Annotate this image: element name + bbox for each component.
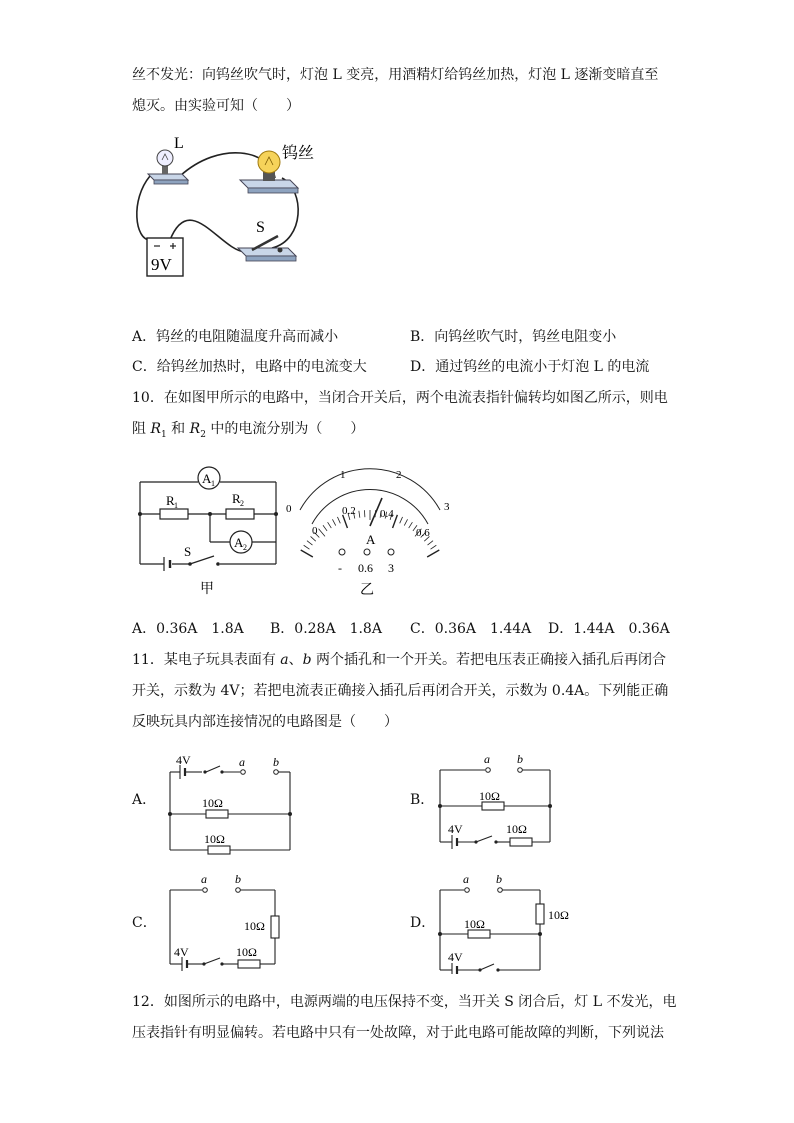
switch-label: S <box>256 219 265 236</box>
b-terminal-a: a <box>484 752 490 766</box>
dial-tick <box>427 550 439 557</box>
q11-option-a-label[interactable]: A． <box>132 792 157 808</box>
tungsten-label: 钨丝 <box>282 145 315 162</box>
a-voltage: 4V <box>176 753 191 767</box>
q10-option-d[interactable]: D．1.44A 0.36A <box>548 621 670 637</box>
terminal-3: 3 <box>388 561 394 575</box>
a2-sub: 2 <box>243 543 247 552</box>
scale-top-0: 0 <box>286 503 292 515</box>
dial-unit: A <box>366 532 376 547</box>
terminal-0-6: 0.6 <box>358 561 373 575</box>
q9-option-b[interactable]: B．向钨丝吹气时，钨丝电阻变小 <box>410 329 617 345</box>
scale-bottom-3: 0.6 <box>416 527 430 539</box>
q11-text-line3: 反映玩具内部连接情况的电路图是（ ） <box>132 714 398 730</box>
q9-option-c[interactable]: C．给钨丝加热时，电路中的电流变大 <box>132 359 367 375</box>
dial-tick <box>337 517 340 523</box>
c-resistor-1: 10Ω <box>244 919 265 933</box>
scale-top-1: 1 <box>340 469 346 481</box>
b-voltage: 4V <box>448 822 463 836</box>
d-terminal-b: b <box>496 872 502 886</box>
b-terminal-b: b <box>517 752 523 766</box>
terminal-minus: - <box>338 561 342 575</box>
q11-circuit-c <box>160 872 290 972</box>
dial-tick <box>409 522 413 528</box>
q11-circuit-d <box>430 872 580 974</box>
d-terminal-a: a <box>463 872 469 886</box>
c-resistor-2: 10Ω <box>236 945 257 959</box>
ammeter-a2-icon <box>230 531 252 553</box>
a1-label: A <box>202 471 212 486</box>
a-resistor-1: 10Ω <box>202 796 223 810</box>
dial-tick <box>400 517 403 523</box>
r1-sub: 1 <box>174 501 178 510</box>
q10-circuit-jia <box>130 460 290 600</box>
caption-yi: 乙 <box>360 583 374 598</box>
caption-jia: 甲 <box>200 582 214 597</box>
q11-option-d-label[interactable]: D． <box>410 915 436 931</box>
r2-sub: 2 <box>240 499 244 508</box>
a-resistor-2: 10Ω <box>204 832 225 846</box>
dial-tick <box>304 545 310 549</box>
dial-tick <box>319 529 325 537</box>
q9-wire-left <box>137 176 150 240</box>
q11-circuit-b <box>430 752 560 852</box>
dial-tick <box>428 541 434 545</box>
dial-tick <box>332 519 335 525</box>
q11-option-c-label[interactable]: C． <box>132 915 157 931</box>
q10-text-line1: 10．在如图甲所示的电路中，当闭合开关后，两个电流表指针偏转均如图乙所示，则电 <box>132 390 668 406</box>
scale-top-2: 2 <box>396 469 402 481</box>
dial-tick <box>323 525 327 531</box>
q10-option-c[interactable]: C．0.36A 1.44A <box>410 621 532 637</box>
q11-option-b-label[interactable]: B． <box>410 792 435 808</box>
a-terminal-a: a <box>239 755 245 769</box>
d-voltage: 4V <box>448 950 463 964</box>
q11-text-line1: 11．某电子玩具表面有 a、b 两个插孔和一个开关。若把电压表正确接入插孔后再闭合 <box>132 652 667 668</box>
d-resistor-2: 10Ω <box>464 917 485 931</box>
q9-option-d[interactable]: D．通过钨丝的电流小于灯泡 L 的电流 <box>410 359 650 375</box>
q9-option-a[interactable]: A．钨丝的电阻随温度升高而减小 <box>132 329 339 345</box>
c-voltage: 4V <box>174 945 189 959</box>
lamp-label: L <box>174 135 184 152</box>
c-terminal-b: b <box>235 872 241 886</box>
switch-s-label: S <box>184 544 192 559</box>
b-resistor-1: 10Ω <box>479 789 500 803</box>
a1-sub: 1 <box>211 479 215 488</box>
a-terminal-b: b <box>273 755 279 769</box>
c-terminal-a: a <box>201 872 207 886</box>
q11-text-line2: 开关，示数为 4V；若把电流表正确接入插孔后再闭合开关，示数为 0.4A。下列能正确 <box>132 683 669 699</box>
b-resistor-2: 10Ω <box>506 822 527 836</box>
dial-tick <box>307 541 313 545</box>
q10-option-a[interactable]: A．0.36A 1.8A <box>132 621 244 637</box>
r2-label: R <box>232 491 241 506</box>
dial-tick <box>404 519 407 525</box>
battery-label: 9V <box>151 255 172 274</box>
a2-label: A <box>234 535 244 550</box>
q9-circuit-figure <box>130 130 330 280</box>
q12-text-line2: 压表指针有明显偏转。若电路中只有一处故障，对于此电路可能故障的判断，下列说法 <box>132 1025 664 1041</box>
q11-circuit-a <box>160 752 300 857</box>
dial-tick <box>301 550 313 557</box>
q10-ammeter-dial <box>282 462 462 602</box>
q10-text-line2: 阻 $R_1$ 和 $R_2$ 中的电流分别为（ ） <box>132 421 365 440</box>
scale-bottom-2: 0.4 <box>380 508 394 520</box>
scale-bottom-0: 0 <box>312 525 318 537</box>
q10-option-b[interactable]: B．0.28A 1.8A <box>270 621 382 637</box>
q9-text-line2: 熄灭。由实验可知（ ） <box>132 98 300 114</box>
dial-tick <box>431 545 437 549</box>
scale-bottom-1: 0.2 <box>342 505 356 517</box>
dial-tick <box>359 511 360 518</box>
ammeter-a1-icon <box>198 467 220 489</box>
scale-top-3: 3 <box>444 501 450 513</box>
dial-tick <box>328 522 332 528</box>
q12-text-line1: 12．如图所示的电路中，电源两端的电压保持不变，当开关 S 闭合后，灯 L 不发光，电 <box>132 994 677 1010</box>
dial-tick <box>311 536 316 541</box>
r1-label: R <box>166 493 175 508</box>
q9-text-line1: 丝不发光：向钨丝吹气时，灯泡 L 变亮，用酒精灯给钨丝加热，灯泡 L 逐渐变暗直至 <box>132 67 659 83</box>
lamp-l-icon <box>148 150 188 184</box>
d-resistor-1: 10Ω <box>548 908 569 922</box>
